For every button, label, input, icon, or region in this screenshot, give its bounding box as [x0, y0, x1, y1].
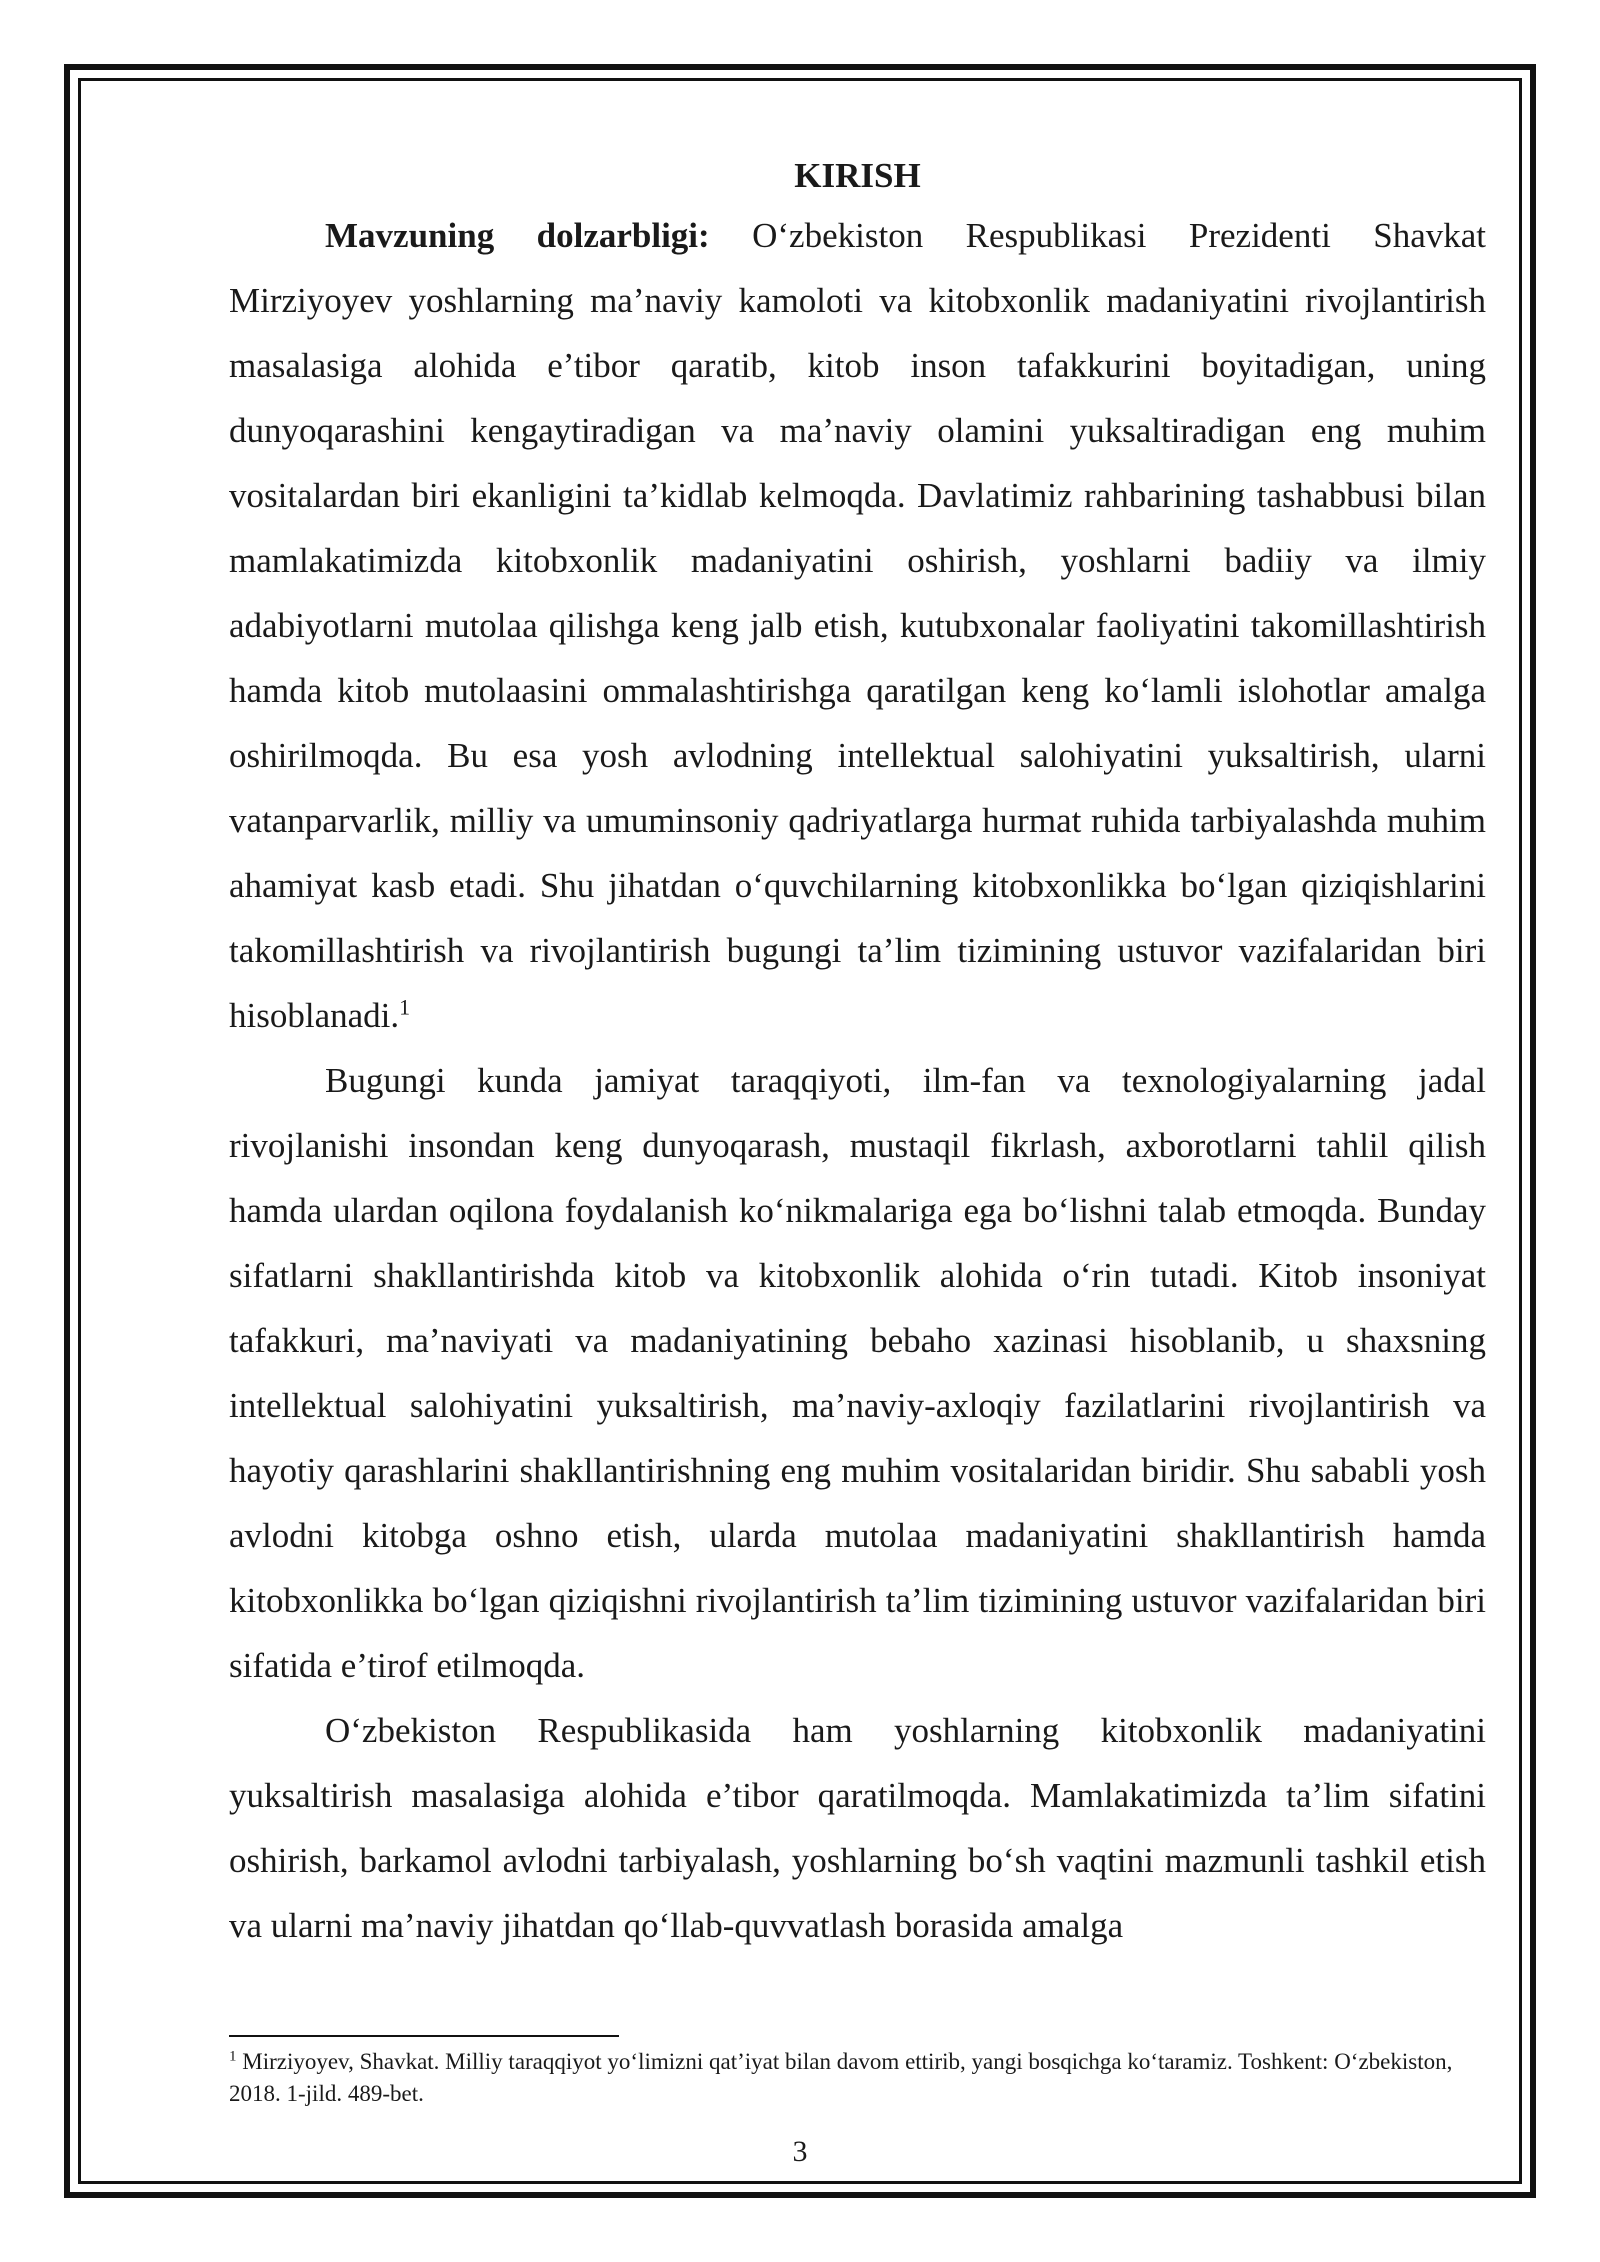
paragraph-third: O‘zbekiston Respublikasida ham yoshlarning kitobxonlik madaniyatini yuksaltirish masalasiga alohida e’tibor qaratilmoqda. Mamlakatimizda ta’lim sifatini oshirish, barkamol avlodni tarbiyalash, yoshlarning bo‘sh vaqtini mazmunli tashkil etish va ularni ma’naviy jihatdan qo‘llab-quvvatlash borasida amalga	[229, 1711, 1486, 1945]
page-number: 3	[792, 2135, 808, 2168]
section-heading: KIRISH	[794, 156, 921, 195]
footnote-marker: 1	[229, 2048, 237, 2065]
footnote-reference[interactable]: 1	[399, 994, 411, 1020]
paragraph-lead: Mavzuning dolzarbligi:	[325, 216, 710, 255]
document-body	[229, 148, 1486, 1958]
footnote-text: Mirziyoyev, Shavkat. Milliy taraqqiyot yo‘limizni qat’iyat bilan davom ettirib, yangi bosqichga ko‘taramiz. Toshkent: O‘zbekiston, 2018. 1-jild. 489-bet.	[229, 2049, 1453, 2106]
paragraph-second: Bugungi kunda jamiyat taraqqiyoti, ilm-fan va texnologiyalarning jadal rivojlanishi insondan keng dunyoqarash, mustaqil fikrlash, axborotlarni tahlil qilish hamda ulardan oqilona foydalanish ko‘nikmalariga ega bo‘lishni talab etmoqda. Bunday sifatlarni shakllantirishda kitob va kitobxonlik alohida o‘rin tutadi. Kitob insoniyat tafakkuri, ma’naviyati va madaniyatining bebaho xazinasi hisoblanib, u shaxsning intellektual salohiyatini yuksaltirish, ma’naviy-axloqiy fazilatlarini rivojlantirish va hayotiy qarashlarini shakllantirishning eng muhim vositalaridan biridir. Shu sababli yosh avlodni kitobga oshno etish, ularda mutolaa madaniyatini shakllantirish hamda kitobxonlikka bo‘lgan qiziqishni rivojlantirish ta’lim tizimining ustuvor vazifalaridan biri sifatida e’tirof etilmoqda.	[229, 1061, 1486, 1685]
paragraph-relevance	[229, 203, 1486, 1048]
footnote-separator	[229, 2035, 619, 2037]
paragraph-text: O‘zbekiston Respublikasi Prezidenti Shavkat Mirziyoyev yoshlarning ma’naviy kamoloti va kitobxonlik madaniyatini rivojlantirish masalasiga alohida e’tibor qaratib, kitob inson tafakkurini boyitadigan, uning dunyoqarashini kengaytiradigan va ma’naviy olamini yuksaltiradigan eng muhim vositalardan biri ekanligini ta’kidlab kelmoqda. Davlatimiz rahbarining tashabbusi bilan mamlakatimizda kitobxonlik madaniyatini oshirish, yoshlarni badiiy va ilmiy adabiyotlarni mutolaa qilishga keng jalb etish, kutubxonalar faoliyatini takomillashtirish hamda kitob mutolaasini ommalashtirishga qaratilgan keng ko‘lamli islohotlar amalga oshirilmoqda. Bu esa yosh avlodning intellektual salohiyatini yuksaltirish, ularni vatanparvarlik, milliy va umuminsoniy qadriyatlarga hurmat ruhida tarbiyalashda muhim ahamiyat kasb etadi. Shu jihatdan o‘quvchilarning kitobxonlikka bo‘lgan qiziqishlarini takomillashtirish va rivojlantirish bugungi ta’lim tizimining ustuvor vazifalaridan biri hisoblanadi.	[229, 216, 1486, 1035]
footnote	[229, 2046, 1486, 2110]
